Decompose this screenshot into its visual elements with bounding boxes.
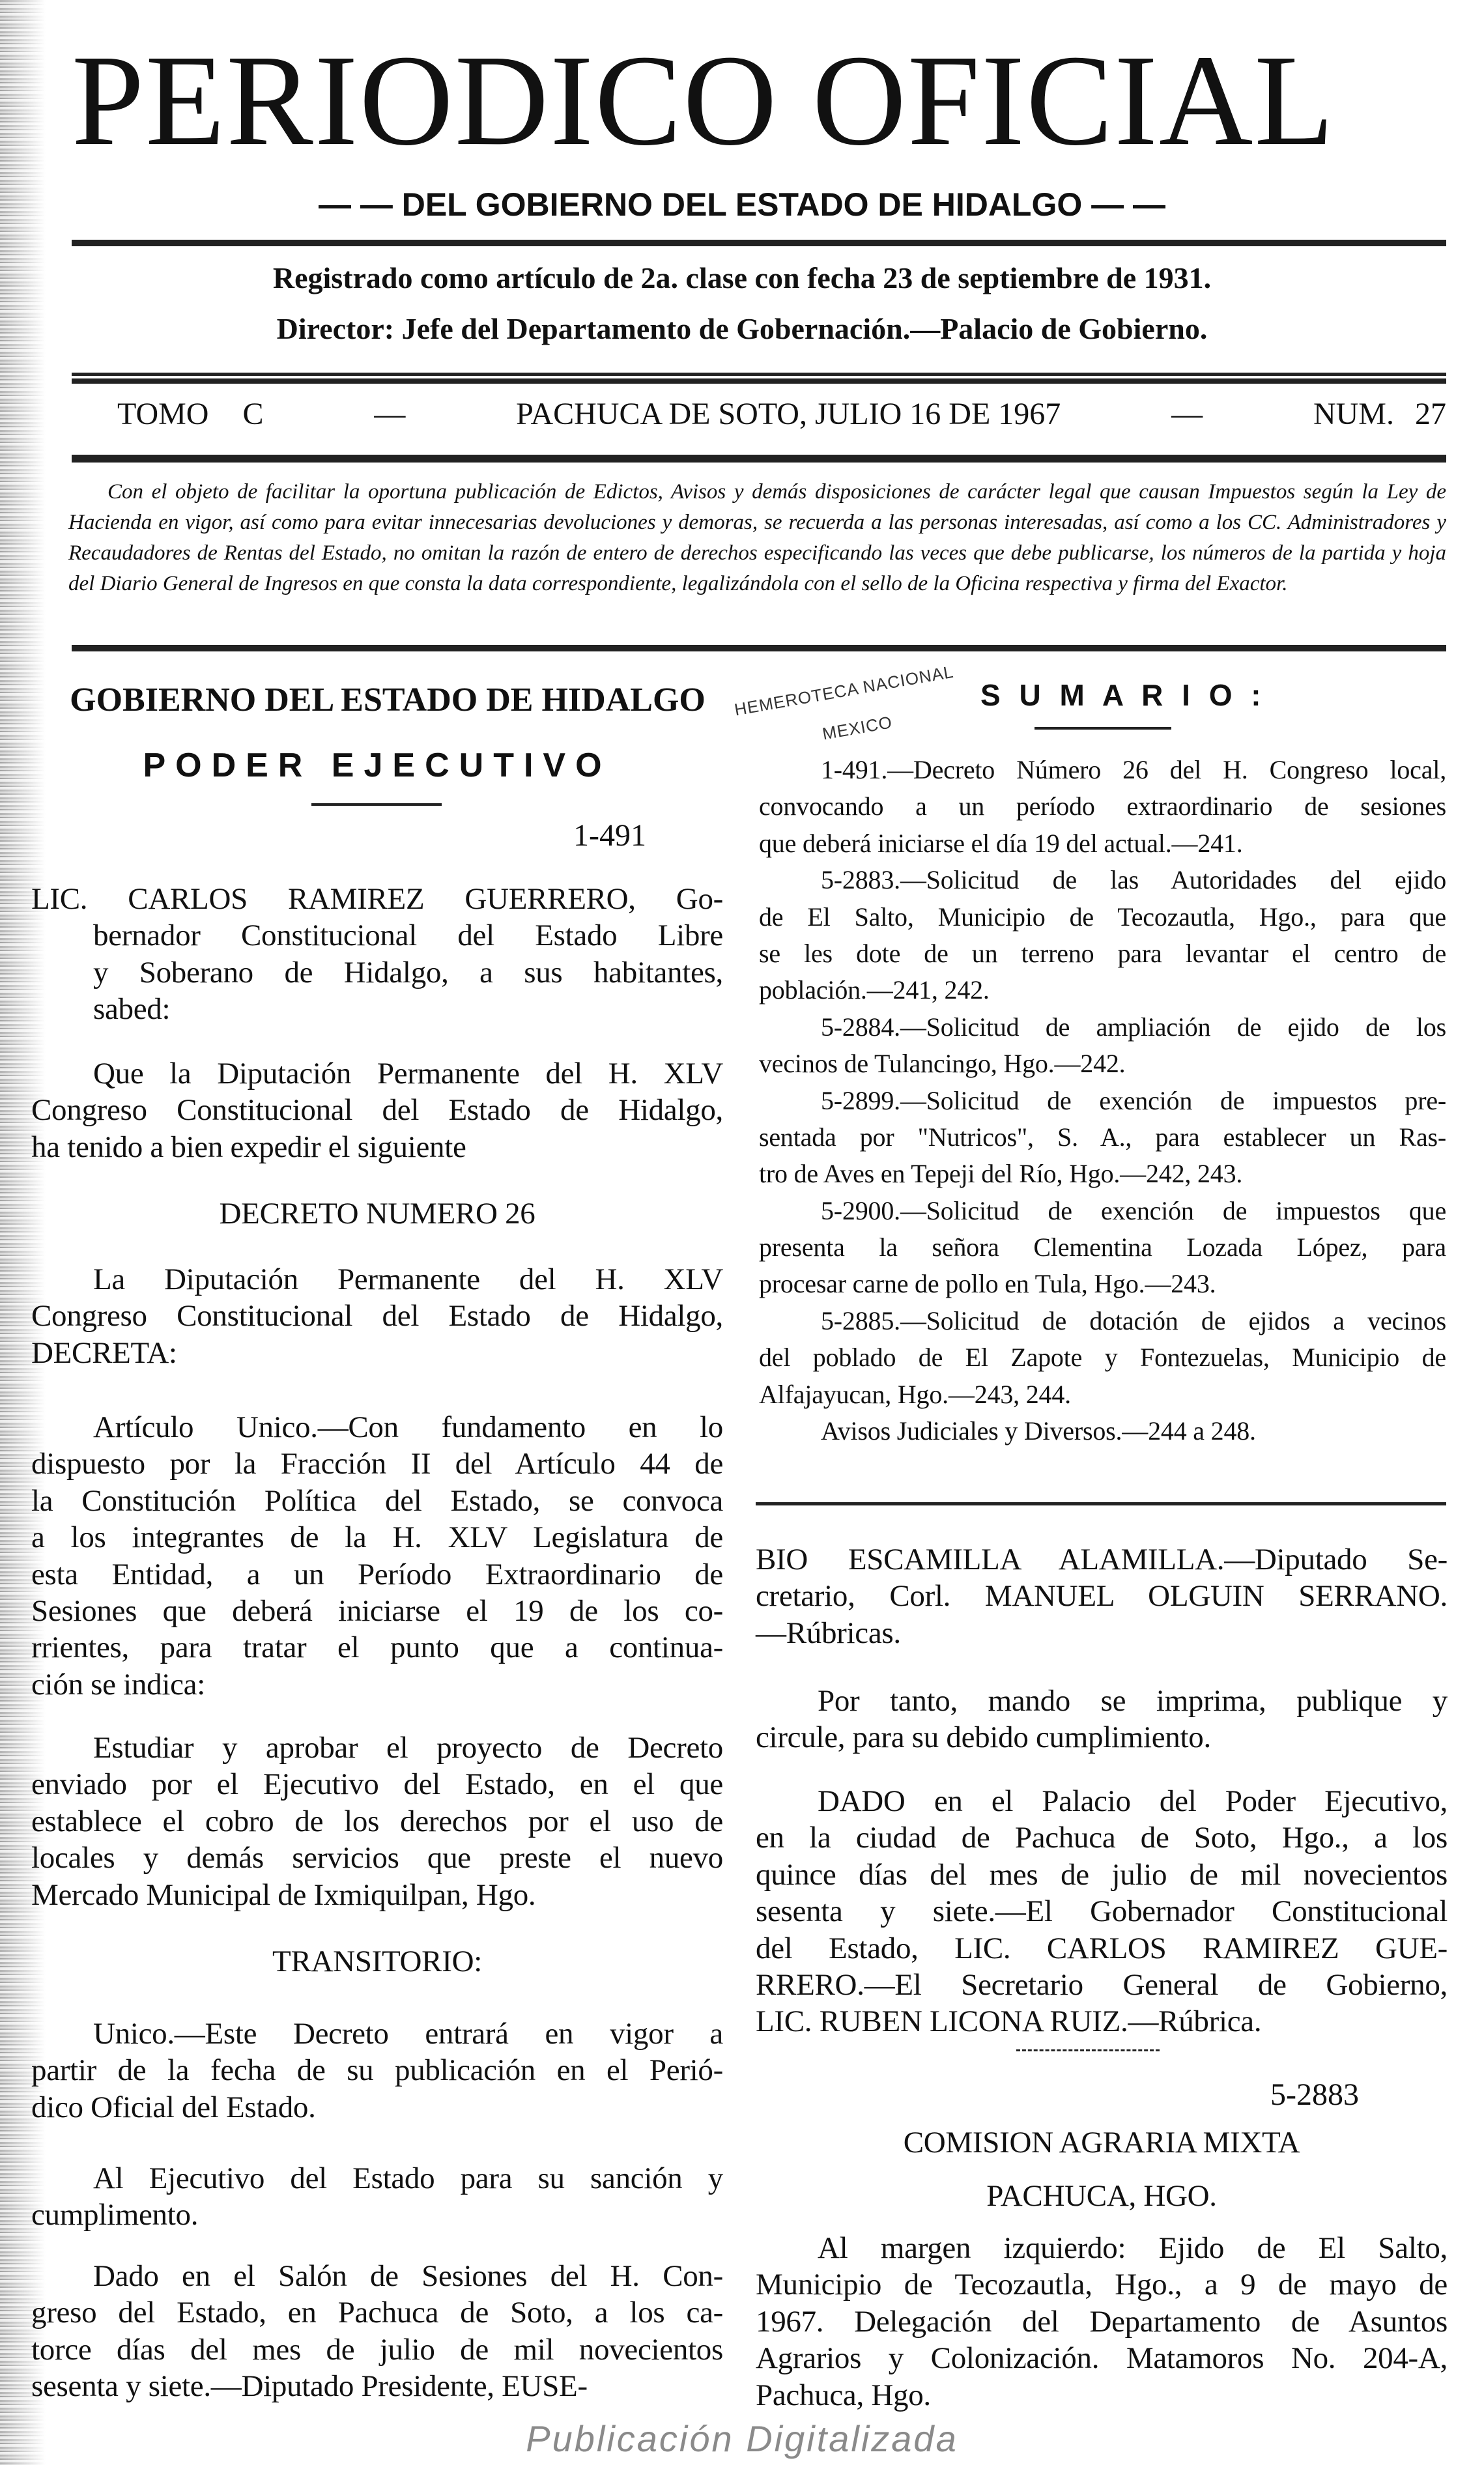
text-line: Sesiones que deberá iniciarse el 19 de los co- bbox=[31, 1593, 723, 1628]
text-line: del Estado, LIC. CARLOS RAMIREZ GUE- bbox=[756, 1931, 1448, 1965]
paragraph bbox=[31, 1261, 723, 1371]
text-line: Pachuca, Hgo. bbox=[756, 2378, 931, 2412]
text-line: presenta la señora Clementina Lozada López, para bbox=[759, 1232, 1446, 1262]
text-line: población.—241, 242. bbox=[759, 975, 990, 1005]
text-line: Congreso Constitucional del Estado de Hidalgo, bbox=[31, 1093, 723, 1128]
column-divider bbox=[756, 1502, 1446, 1505]
paragraph bbox=[31, 2016, 723, 2126]
text-line: circule, para su debido cumplimiento. bbox=[756, 1720, 1211, 1755]
text-line: quince días del mes de julio de mil novecientos bbox=[756, 1857, 1448, 1892]
ornament-rule bbox=[1016, 2049, 1160, 2053]
paragraph bbox=[31, 1730, 723, 1913]
text-line: dispuesto por la Fracción II del Artículo 44 de bbox=[31, 1447, 723, 1481]
text-line: 5-2900.—Solicitud de exención de impuestos que bbox=[821, 1195, 1446, 1225]
text-line: Por tanto, mando se imprima, publique y bbox=[818, 1684, 1448, 1718]
text-line: sesenta y siete.—El Gobernador Constitucional bbox=[756, 1894, 1448, 1929]
governor-intro bbox=[31, 881, 723, 1028]
text-line: torce días del mes de julio de mil novecientos bbox=[31, 2332, 723, 2367]
text-line: Congreso Constitucional del Estado de Hidalgo, bbox=[31, 1299, 723, 1333]
text-line: Al Ejecutivo del Estado para su sanción y bbox=[93, 2161, 723, 2195]
text-line: sesenta y siete.—Diputado Presidente, EUSE- bbox=[31, 2369, 588, 2404]
divider bbox=[72, 240, 1446, 246]
text-line: la Constitución Política del Estado, se convoca bbox=[31, 1483, 723, 1518]
text-line: 5-2885.—Solicitud de dotación de ejidos a vecinos bbox=[821, 1305, 1446, 1335]
paragraph bbox=[756, 1783, 1448, 2040]
paragraph bbox=[31, 2160, 723, 2234]
notice-text: Con el objeto de facilitar la oportuna publicación de Edictos, Avisos y demás disposiciones de carácter legal que causan Impuestos según la Ley de Hacienda en vigor, así como para evitar innecesarias devoluciones y demoras, se recuerda a las personas interesadas, así como a los CC. Administradores y Recaudadores de Rentas del Estado, no omitan la razón de entero de derechos especificando las veces que debe publicarse, los números de la partida y hoja del Diario General de Ingresos en que consta la data correspondiente, legalizándola con el sello de la Oficina respectiva y firma del Exactor. bbox=[68, 480, 1446, 595]
text-line: se les dote de un terreno para levantar el centro de bbox=[759, 938, 1446, 968]
text-line: Dado en el Salón de Sesiones del H. Con- bbox=[93, 2259, 723, 2293]
divider bbox=[72, 645, 1446, 651]
summary-list bbox=[759, 752, 1446, 1449]
paragraph bbox=[31, 1055, 723, 1165]
place-date: PACHUCA DE SOTO, JULIO 16 DE 1967 bbox=[516, 396, 1061, 431]
text-line: La Diputación Permanente del H. XLV bbox=[93, 1262, 723, 1296]
separator: — bbox=[374, 396, 406, 431]
government-heading: GOBIERNO DEL ESTADO DE HIDALGO bbox=[70, 681, 706, 719]
text-line: DADO en el Palacio del Poder Ejecutivo, bbox=[818, 1784, 1448, 1818]
text-line: de El Salto, Municipio de Tecozautla, Hgo., para que bbox=[759, 902, 1446, 932]
text-line: vecinos de Tulancingo, Hgo.—242. bbox=[759, 1049, 1126, 1079]
text-line: establece el cobro de los derechos por el uso de bbox=[31, 1804, 723, 1838]
text-line: greso del Estado, en Pachuca de Soto, a los ca- bbox=[31, 2296, 723, 2330]
short-rule bbox=[311, 803, 442, 806]
notice-paragraph bbox=[68, 477, 1446, 599]
text-line: 5-2883.—Solicitud de las Autoridades del ejido bbox=[821, 865, 1446, 895]
summary-title: S U M A R I O : bbox=[980, 678, 1266, 712]
library-stamp-line: MEXICO bbox=[821, 712, 894, 744]
library-stamp-line: HEMEROTECA NACIONAL bbox=[733, 661, 956, 720]
text-line: RRERO.—El Secretario General de Gobierno, bbox=[756, 1967, 1448, 2002]
text-line: rrientes, para tratar el punto que a continua- bbox=[31, 1631, 723, 1665]
transitorio-title: TRANSITORIO: bbox=[272, 1945, 482, 1978]
text-line: Unico.—Este Decreto entrará en vigor a bbox=[93, 2017, 723, 2051]
article-paragraph bbox=[31, 1409, 723, 1703]
text-line: tro de Aves en Tepeji del Río, Hgo.—242, 243. bbox=[759, 1159, 1243, 1189]
text-line: Avisos Judiciales y Diversos.—244 a 248. bbox=[821, 1416, 1256, 1446]
paragraph bbox=[756, 2230, 1448, 2414]
text-line: en la ciudad de Pachuca de Soto, Hgo., a los bbox=[756, 1821, 1448, 1855]
text-line: Al margen izquierdo: Ejido de El Salto, bbox=[818, 2231, 1448, 2265]
tomo: TOMO C bbox=[117, 396, 264, 431]
issue-line bbox=[117, 394, 1446, 433]
text-line: 1967. Delegación del Departamento de Asuntos bbox=[756, 2304, 1448, 2339]
issue-number: NUM. 27 bbox=[1313, 396, 1446, 431]
text-line: convocando a un período extraordinario de sesiones bbox=[759, 791, 1446, 821]
divider bbox=[72, 378, 1446, 384]
text-line: —Rúbricas. bbox=[756, 1616, 901, 1650]
text-line: sentada por "Nutricos", S. A., para establecer un Ras- bbox=[759, 1122, 1446, 1152]
registration-line: Registrado como artículo de 2a. clase con fecha 23 de septiembre de 1931. bbox=[272, 261, 1212, 294]
text-line: Que la Diputación Permanente del H. XLV bbox=[93, 1057, 723, 1090]
text-line: 5-2899.—Solicitud de exención de impuestos pre- bbox=[821, 1085, 1446, 1115]
text-line: dico Oficial del Estado. bbox=[31, 2090, 316, 2124]
text-line: y Soberano de Hidalgo, a sus habitantes, bbox=[93, 955, 723, 990]
text-line: ción se indica: bbox=[31, 1667, 205, 1702]
text-line: a los integrantes de la H. XLV Legislatura de bbox=[31, 1520, 723, 1555]
text-line: ha tenido a bien expedir el siguiente bbox=[31, 1130, 466, 1164]
text-line: 5-2884.—Solicitud de ampliación de ejido de los bbox=[821, 1012, 1446, 1042]
decree-title: DECRETO NUMERO 26 bbox=[219, 1197, 535, 1231]
text-line: cretario, Corl. MANUEL OLGUIN SERRANO. bbox=[756, 1579, 1448, 1614]
text-line: Mercado Municipal de Ixmiquilpan, Hgo. bbox=[31, 1877, 536, 1912]
city-title: PACHUCA, HGO. bbox=[986, 2179, 1217, 2213]
text-line: esta Entidad, a un Período Extraordinario de bbox=[31, 1557, 723, 1591]
text-line: que deberá iniciarse el día 19 del actual.—241. bbox=[759, 828, 1243, 858]
text-line: 1-491.—Decreto Número 26 del H. Congreso local, bbox=[821, 755, 1446, 784]
text-line: LIC. RUBEN LICONA RUIZ.—Rúbrica. bbox=[756, 2004, 1262, 2039]
watermark: Publicación Digitalizada bbox=[526, 2418, 958, 2459]
newspaper-subtitle: — — DEL GOBIERNO DEL ESTADO DE HIDALGO — — bbox=[318, 186, 1166, 223]
text-line: BIO ESCAMILLA ALAMILLA.—Diputado Se- bbox=[756, 1543, 1448, 1576]
text-line: Artículo Unico.—Con fundamento en lo bbox=[93, 1410, 723, 1444]
text-line: DECRETA: bbox=[31, 1335, 177, 1370]
director-line: Director: Jefe del Departamento de Gobernación.—Palacio de Gobierno. bbox=[276, 312, 1208, 345]
text-line: Agrarios y Colonización. Matamoros No. 204-A, bbox=[756, 2341, 1448, 2376]
separator: — bbox=[1171, 396, 1203, 431]
decree-reference-number: 1-491 bbox=[573, 818, 646, 853]
text-line: Estudiar y aprobar el proyecto de Decreto bbox=[93, 1731, 723, 1765]
executive-heading: PODER EJECUTIVO bbox=[143, 747, 612, 784]
text-line: procesar carne de pollo en Tula, Hgo.—243. bbox=[759, 1269, 1216, 1299]
edict-reference-number: 5-2883 bbox=[1270, 2077, 1359, 2112]
divider bbox=[72, 373, 1446, 376]
short-rule bbox=[1035, 727, 1171, 730]
text-line: LIC. CARLOS RAMIREZ GUERRERO, Go- bbox=[31, 882, 723, 916]
commission-title: COMISION AGRARIA MIXTA bbox=[903, 2126, 1300, 2159]
text-line: Municipio de Tecozautla, Hgo., a 9 de mayo de bbox=[756, 2268, 1448, 2302]
text-line: locales y demás servicios que preste el nuevo bbox=[31, 1841, 723, 1875]
text-line: sabed: bbox=[93, 992, 171, 1027]
text-line: del poblado de El Zapote y Fontezuelas, Municipio de bbox=[759, 1343, 1446, 1373]
text-line: cumplimento. bbox=[31, 2198, 199, 2232]
divider bbox=[72, 455, 1446, 463]
paragraph bbox=[756, 1683, 1448, 1756]
text-line: bernador Constitucional del Estado Libre bbox=[93, 919, 723, 953]
text-line: enviado por el Ejecutivo del Estado, en el que bbox=[31, 1767, 723, 1802]
newspaper-title: PERIODICO OFICIAL bbox=[72, 29, 1335, 173]
text-line: partir de la fecha de su publicación en el Perió- bbox=[31, 2053, 723, 2088]
paragraph bbox=[31, 2258, 723, 2405]
signatures-continued bbox=[756, 1541, 1448, 1651]
text-line: Alfajayucan, Hgo.—243, 244. bbox=[759, 1379, 1071, 1409]
